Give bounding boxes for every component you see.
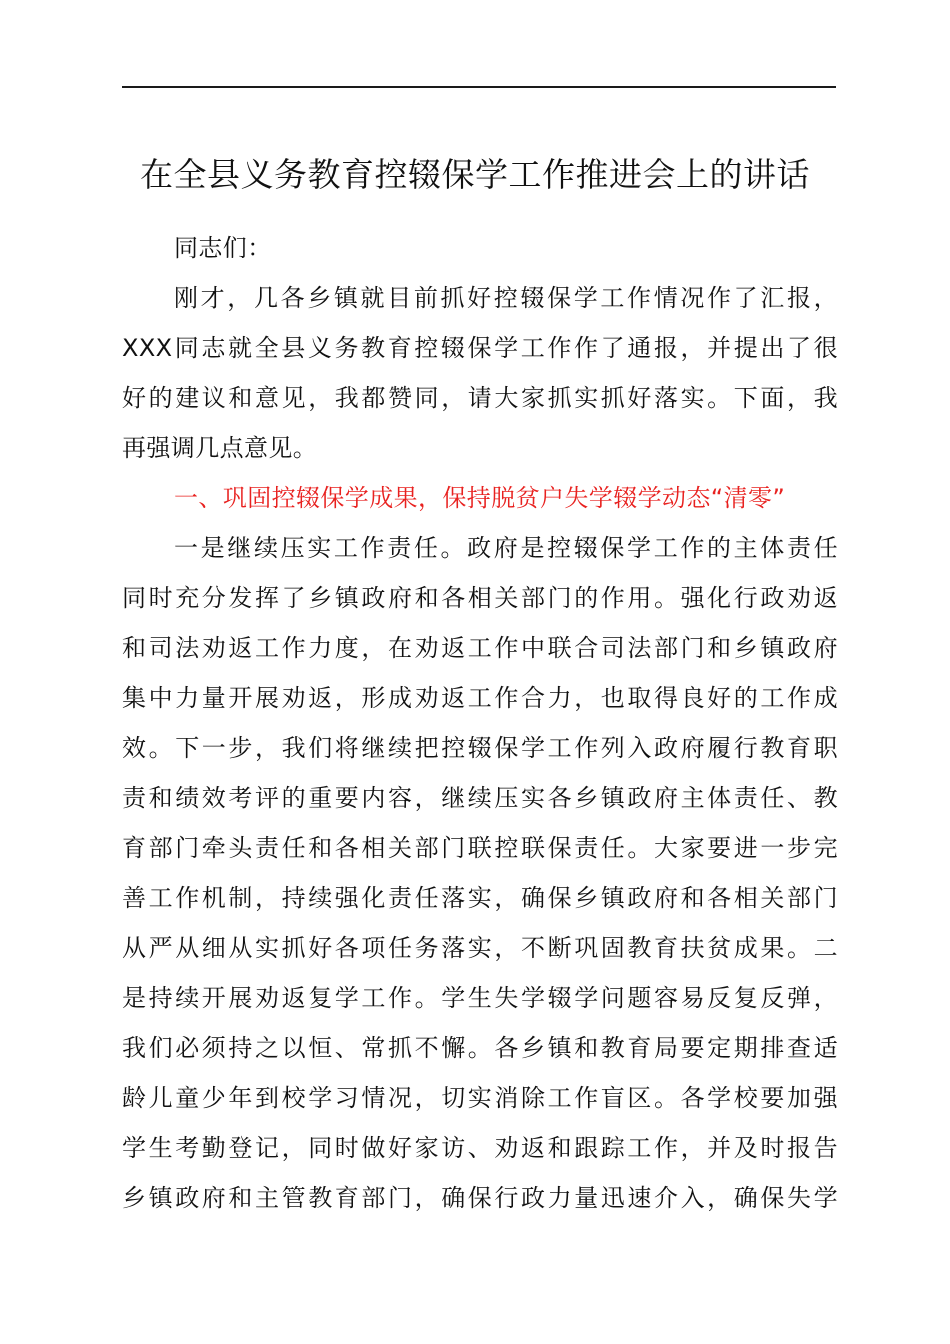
paragraph-line: 从严从细从实抓好各项任务落实，不断巩固教育扶贫成果。二: [122, 934, 838, 962]
paragraph-line: 学生考勤登记，同时做好家访、劝返和跟踪工作，并及时报告: [122, 1134, 838, 1162]
document-body: [122, 223, 838, 1223]
paragraph-line: 集中力量开展劝返，形成劝返工作合力，也取得良好的工作成: [122, 684, 838, 712]
paragraph-line: 善工作机制，持续强化责任落实，确保乡镇政府和各相关部门: [122, 884, 838, 912]
paragraph-line: 责和绩效考评的重要内容，继续压实各乡镇政府主体责任、教: [122, 784, 838, 812]
paragraph-line: 和司法劝返工作力度，在劝返工作中联合司法部门和乡镇政府: [122, 634, 838, 662]
paragraph-line: 同时充分发挥了乡镇政府和各相关部门的作用。强化行政劝返: [122, 584, 838, 612]
header-rule: [122, 86, 836, 88]
paragraph-line: 再强调几点意见。: [122, 434, 318, 462]
paragraph-line: 效。下一步，我们将继续把控辍保学工作列入政府履行教育职: [122, 734, 838, 762]
paragraph-line: XXX同志就全县义务教育控辍保学工作作了通报，并提出了很: [122, 334, 838, 362]
paragraph-line: 好的建议和意见，我都赞同，请大家抓实抓好落实。下面，我: [122, 384, 838, 412]
paragraph-line: 是持续开展劝返复学工作。学生失学辍学问题容易反复反弹，: [122, 984, 838, 1012]
paragraph-line: 乡镇政府和主管教育部门，确保行政力量迅速介入，确保失学: [122, 1184, 838, 1212]
paragraph-line: 我们必须持之以恒、常抓不懈。各乡镇和教育局要定期排查适: [122, 1034, 838, 1062]
paragraph-line: 刚才，几各乡镇就目前抓好控辍保学工作情况作了汇报，: [174, 284, 838, 312]
paragraph-line: 同志们：: [174, 234, 272, 262]
paragraph-line: 一是继续压实工作责任。政府是控辍保学工作的主体责任: [174, 534, 838, 562]
document-title: 在全县义务教育控辍保学工作推进会上的讲话: [140, 155, 810, 194]
paragraph-line: 育部门牵头责任和各相关部门联控联保责任。大家要进一步完: [122, 834, 838, 862]
paragraph-line: 龄儿童少年到校学习情况，切实消除工作盲区。各学校要加强: [122, 1084, 838, 1112]
section-heading-line: 一、巩固控辍保学成果，保持脱贫户失学辍学动态“清零”: [174, 484, 786, 512]
